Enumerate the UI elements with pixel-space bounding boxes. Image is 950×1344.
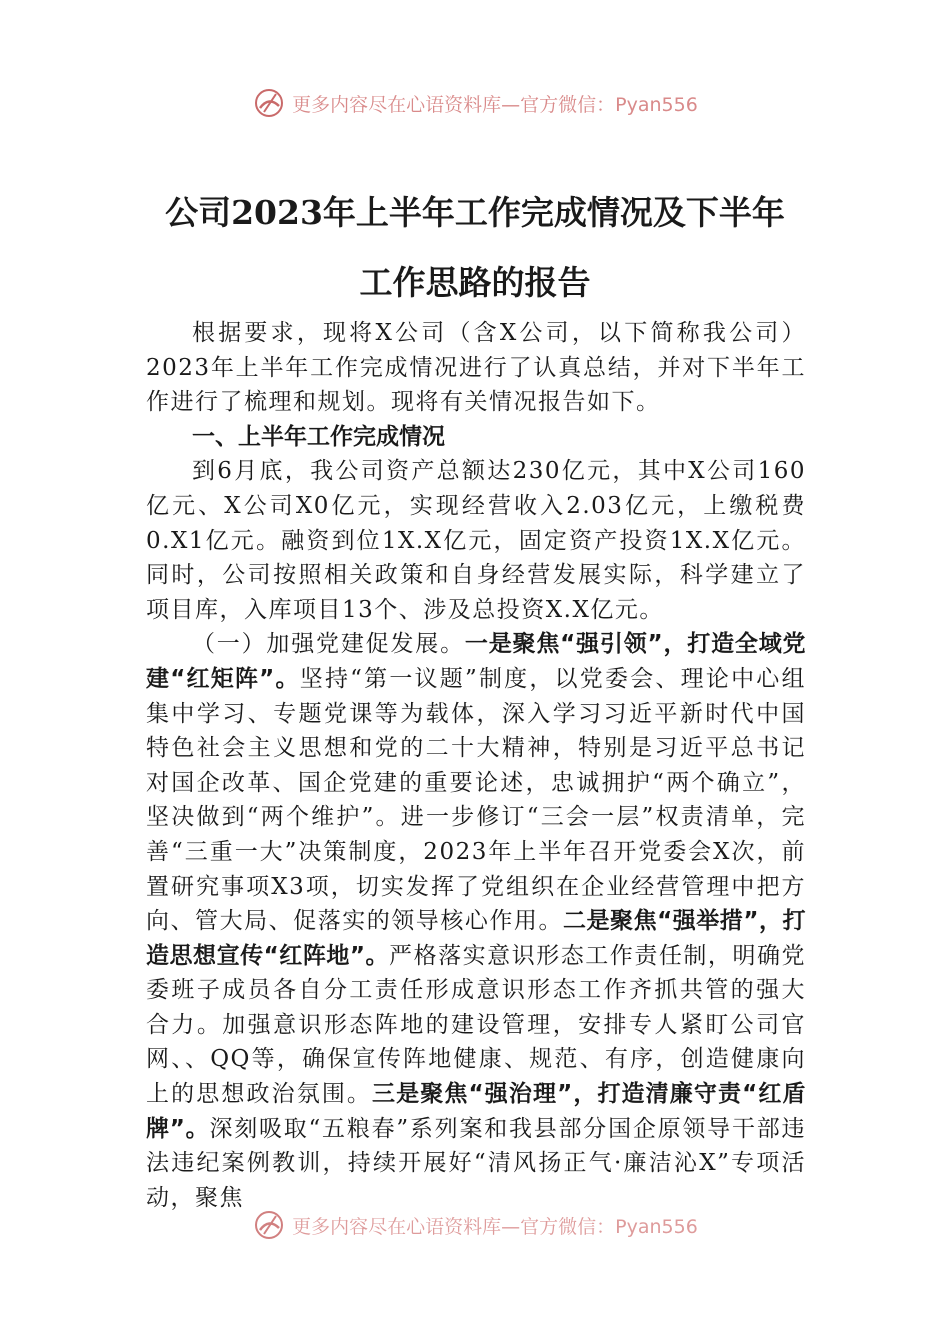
intro-paragraph: 根据要求，现将X公司（含X公司，以下简称我公司）2023年上半年工作完成情况进行了认真总结，并对下半年工作进行了梳理和规划。现将有关情况报告如下。 (146, 320, 806, 416)
point-1-text: 坚持“第一议题”制度，以党委会、理论中心组集中学习、专题党课等为载体，深入学习习近平新时代中国特色社会主义思想和党的二十大精神，特别是习近平总书记对国企改革、国企党建的重要论述，忠诚拥护“两个确立”，坚决做到“两个维护”。进一步修订“三会一层”权责清单，完善“三重一大”决策制度，2023年上半年召开党委会X次，前置研究事项X3项，切实发挥了党组织在企业经营管理中把方向、管大局、促落实的领导核心作用。 (146, 665, 806, 935)
subsection-label: （一）加强党建促发展。 (192, 631, 465, 658)
title-line-2: 工作思路的报告 (359, 263, 591, 302)
bold-point-2: 二是聚焦“强举措”，打造思想宣传“红阵地”。 (146, 908, 807, 969)
document-body (146, 316, 806, 1215)
title-line-1: 公司2023年上半年工作完成情况及下半年 (165, 193, 785, 232)
watermark-text: 更多内容尽在心语资料库—官方微信：Pyan556 (292, 1215, 698, 1238)
bold-point-1: 一是聚焦“强引领”，打造全域党建“红矩阵”。 (146, 631, 807, 692)
watermark-text: 更多内容尽在心语资料库—官方微信：Pyan556 (292, 93, 698, 116)
section-heading: 一、上半年工作完成情况 (192, 423, 445, 450)
point-2-text: 严格落实意识形态工作责任制，明确党委班子成员各自分工责任形成意识形态工作齐抓共管的强大合力。加强意识形态阵地的建设管理，安排专人紧盯公司官网、、QQ等，确保宣传阵地健康、规范、有序，创造健康向上的思想政治氛围。 (146, 942, 807, 1108)
bold-point-3: 三是聚焦“强治理”，打造清廉守责“红盾牌”。 (146, 1081, 806, 1142)
point-3-text: 深刻吸取“五粮春”系列案和我县部分国企原领导干部违法违纪案例教训，持续开展好“清风扬正气·廉洁沁X”专项活动，聚焦 (146, 1115, 806, 1211)
subsection-paragraph (146, 627, 806, 1215)
watermark-footer (0, 1208, 950, 1242)
document-title (100, 178, 850, 318)
watermark-header (0, 86, 950, 120)
book-logo-icon (252, 1208, 286, 1242)
book-logo-icon (252, 86, 286, 120)
section-paragraph: 到6月底，我公司资产总额达230亿元，其中X公司160亿元、X公司X0亿元，实现经营收入2.03亿元，上缴税费0.X1亿元。融资到位1X.X亿元，固定资产投资1X.X亿元。同时，公司按照相关政策和自身经营发展实际，科学建立了项目库，入库项目13个、涉及总投资X.X亿元。 (146, 458, 806, 623)
